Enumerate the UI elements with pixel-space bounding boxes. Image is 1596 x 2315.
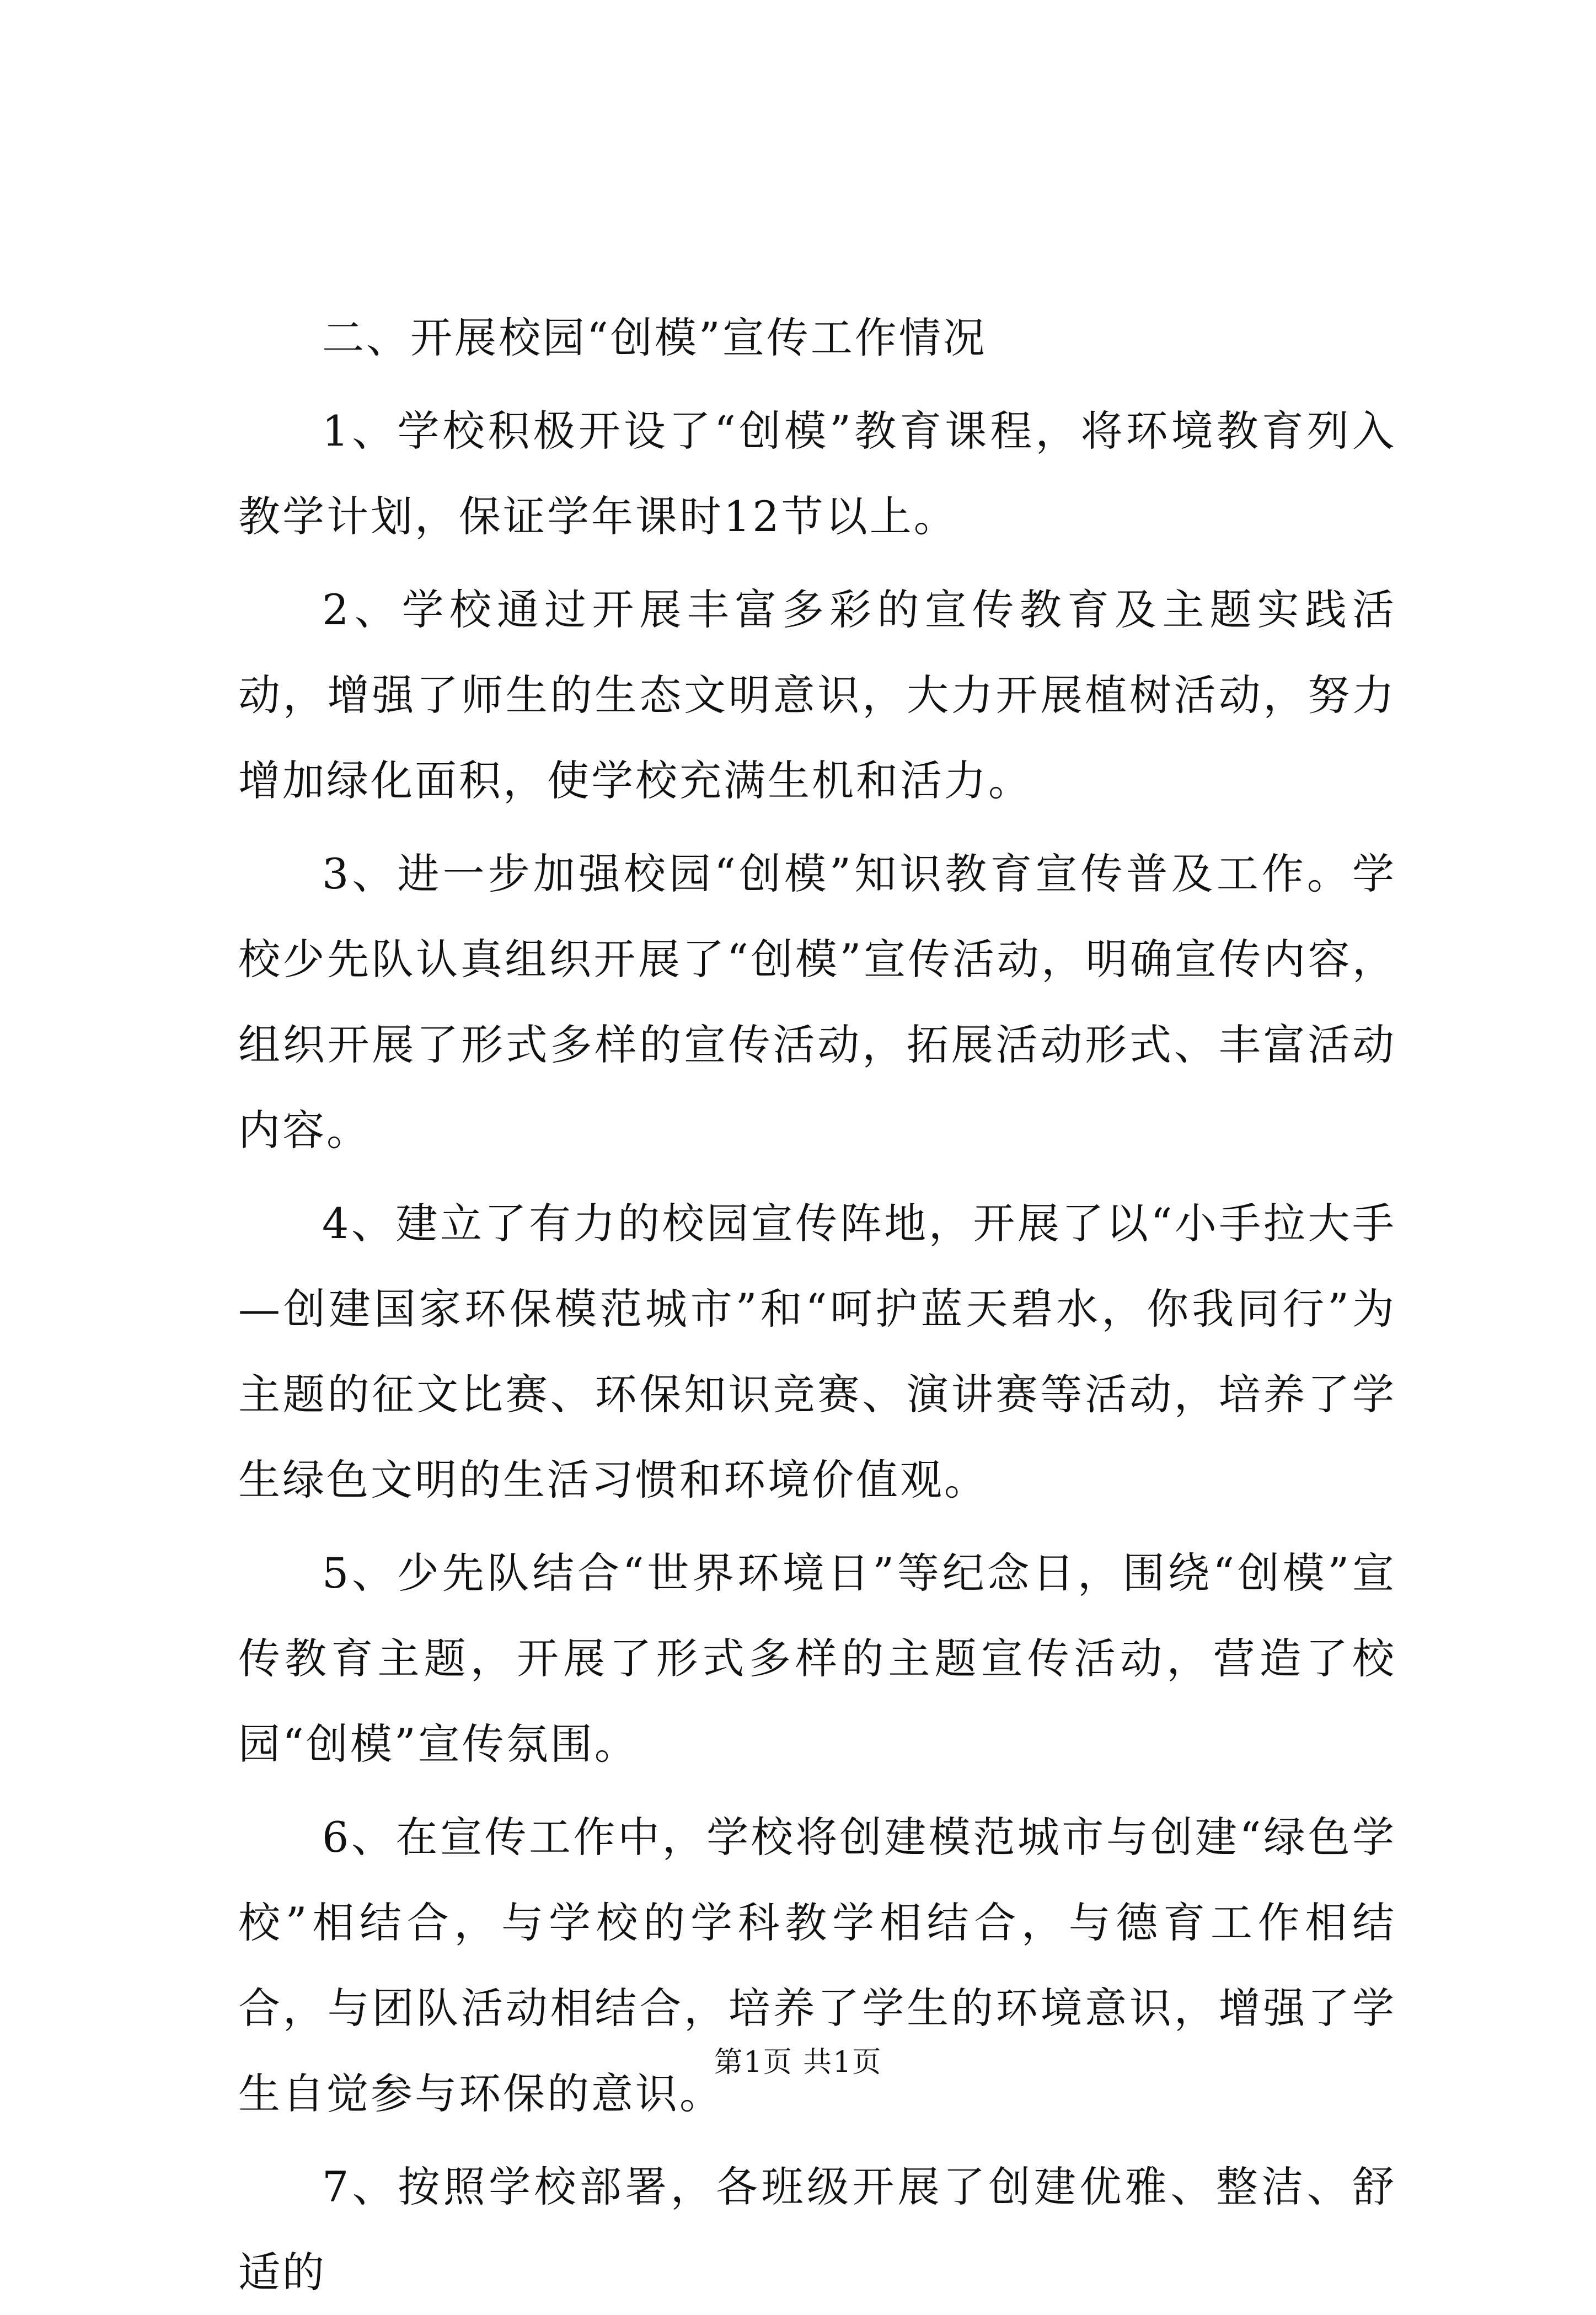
page-footer: 第1页 共1页	[714, 2046, 882, 2079]
paragraph-4: 4、建立了有力的校园宣传阵地，开展了以“小手拉大手—创建国家环保模范城市”和“呵护蓝天碧水，你我同行”为主题的征文比赛、环保知识竞赛、演讲赛等活动，培养了学生绿色文明的生活习惯和环境价值观。	[238, 1199, 1396, 1504]
section-heading: 二、开展校园“创模”宣传工作情况	[322, 313, 987, 362]
paragraph-2: 2、学校通过开展丰富多彩的宣传教育及主题实践活动，增强了师生的生态文明意识，大力开展植树活动，努力增加绿化面积，使学校充满生机和活力。	[238, 585, 1396, 805]
paragraph-1: 1、学校积极开设了“创模”教育课程，将环境教育列入教学计划，保证学年课时12节以上。	[238, 406, 1396, 541]
paragraph-3: 3、进一步加强校园“创模”知识教育宣传普及工作。学校少先队认真组织开展了“创模”宣传活动，明确宣传内容，组织开展了形式多样的宣传活动，拓展活动形式、丰富活动内容。	[238, 849, 1396, 1155]
paragraph-6: 6、在宣传工作中，学校将创建模范城市与创建“绿色学校”相结合，与学校的学科教学相结合，与德育工作相结合，与团队活动相结合，培养了学生的环境意识，增强了学生自觉参与环保的意识。	[238, 1813, 1396, 2118]
document-body	[238, 295, 1396, 2315]
paragraph-7: 7、按照学校部署，各班级开展了创建优雅、整洁、舒适的	[238, 2162, 1396, 2297]
paragraph-5: 5、少先队结合“世界环境日”等纪念日，围绕“创模”宣传教育主题，开展了形式多样的主题宣传活动，营造了校园“创模”宣传氛围。	[238, 1548, 1396, 1769]
